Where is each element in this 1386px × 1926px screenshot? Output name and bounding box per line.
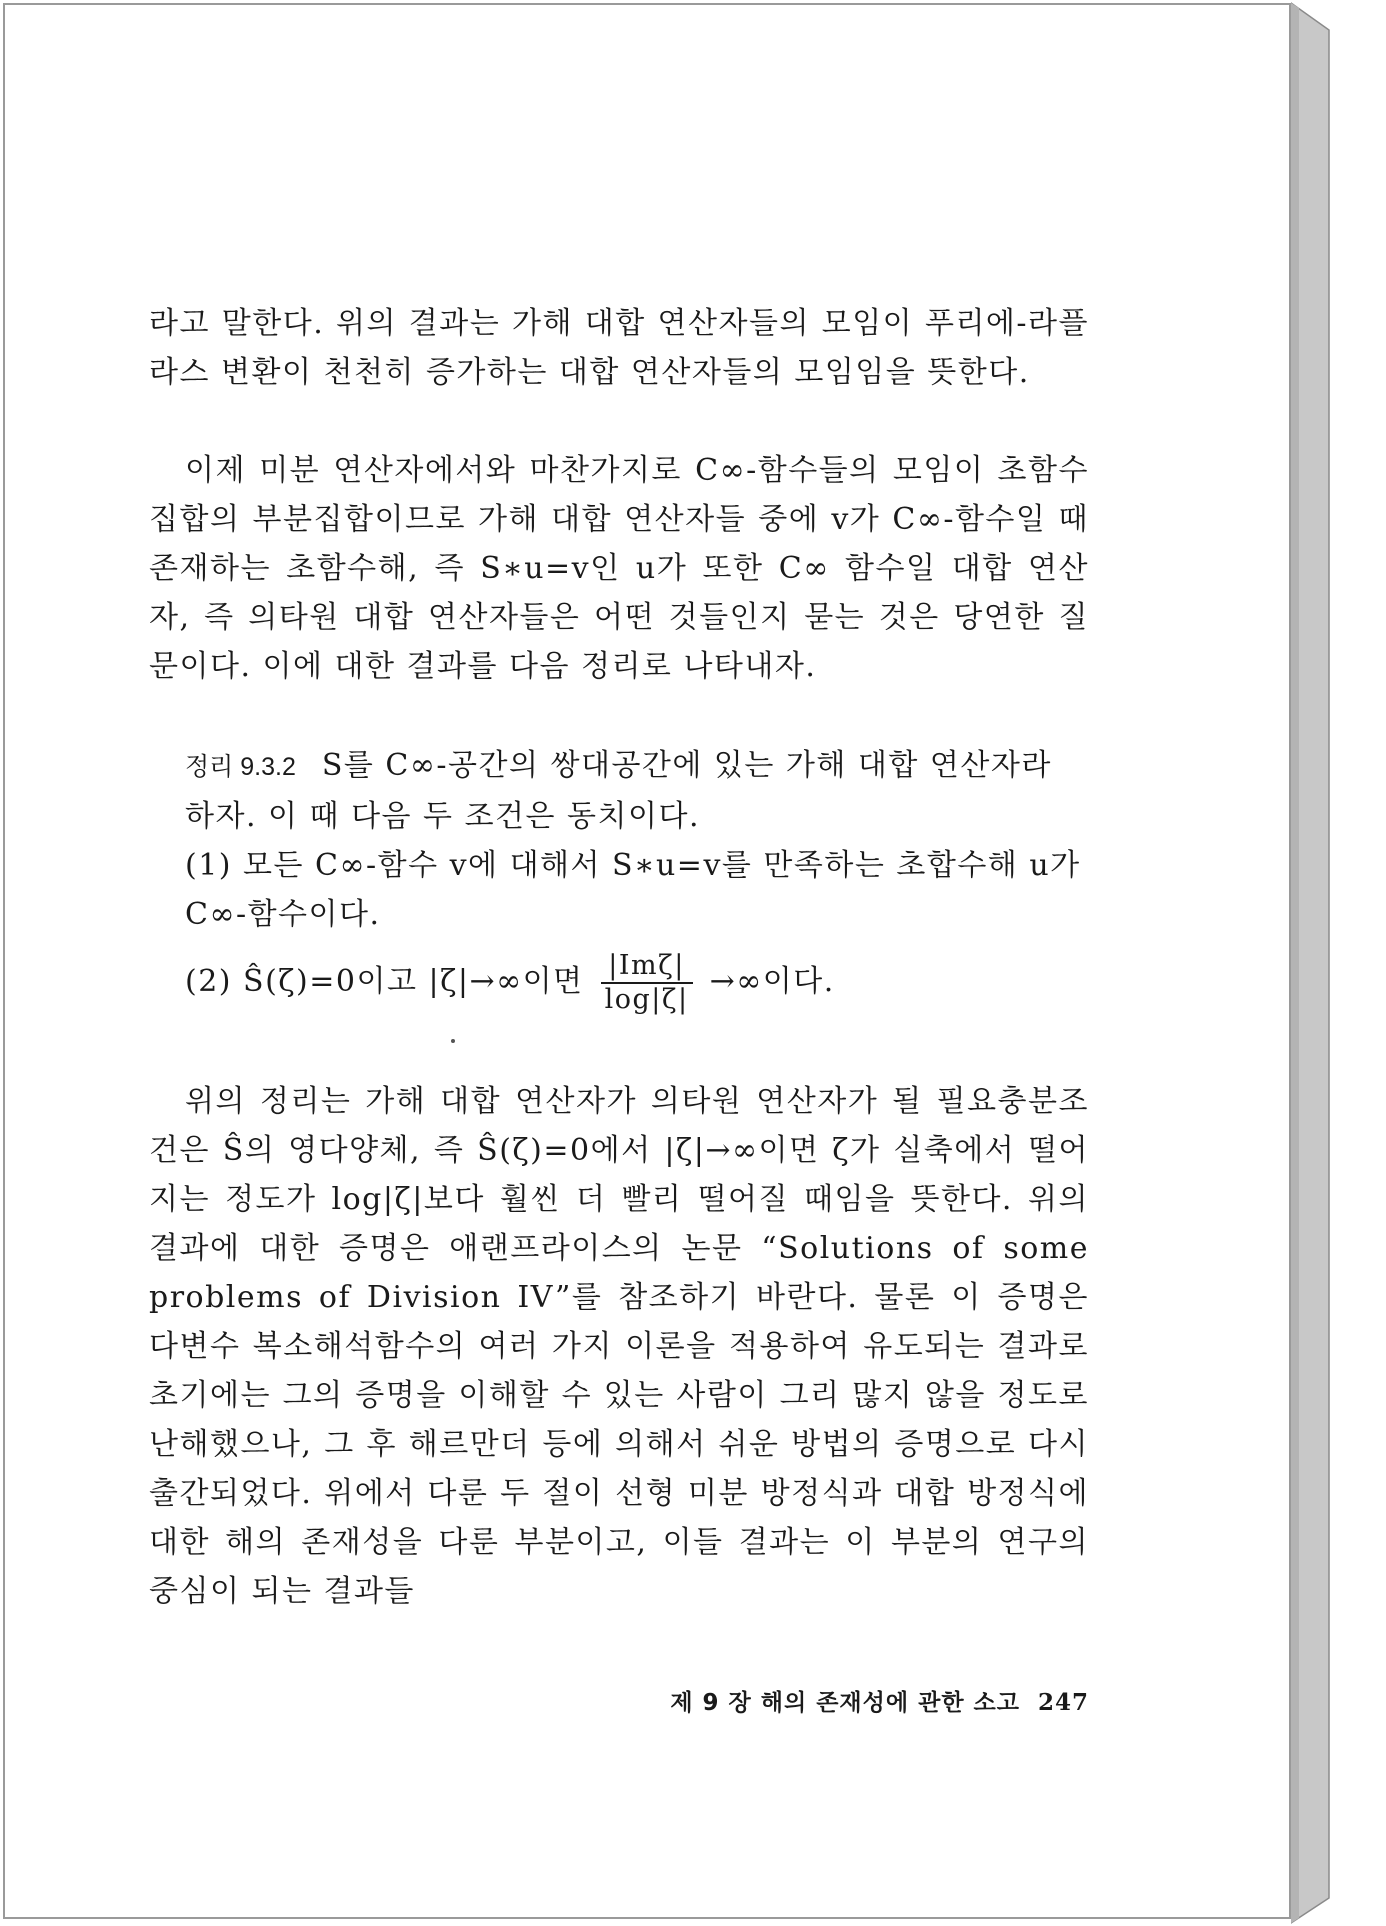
page-number: 247 (1037, 1689, 1089, 1716)
chapter-title: 제 9 장 해의 존재성에 관한 소고 (670, 1690, 1020, 1716)
stray-dot (451, 1039, 455, 1043)
condition-2-tail: →∞이다. (709, 964, 835, 999)
fraction-denominator: log|ζ| (604, 984, 689, 1015)
book-page (3, 3, 1291, 1919)
theorem-statement: S를 C∞-공간의 쌍대공간에 있는 가해 대합 연산자라 하자. 이 때 다음 두 조건은 동치이다. (185, 748, 1052, 834)
fraction (601, 950, 693, 1016)
condition-2-lead: (2) Ŝ(ζ)=0이고 |ζ|→∞이면 (185, 964, 584, 999)
book-spine (1291, 0, 1331, 1926)
theorem-condition-2 (149, 943, 1089, 1021)
running-footer (609, 1684, 1089, 1717)
paragraph-1: 라고 말한다. 위의 결과는 가해 대합 연산자들의 모임이 푸리에-라플라스 변환이 천천히 증가하는 대합 연산자들의 모임임을 뜻한다. (149, 306, 1089, 390)
theorem-label: 정리 9.3.2 (185, 753, 296, 781)
theorem-statement-line (149, 741, 1089, 841)
theorem-block (149, 741, 1089, 1021)
paragraph-3: 위의 정리는 가해 대합 연산자가 의타원 연산자가 될 필요충분조건은 Ŝ의 영다양체, 즉 Ŝ(ζ)=0에서 |ζ|→∞이면 ζ가 실축에서 떨어지는 정도가 log|ζ|보다 훨씬 더 빨리 떨어질 때임을 뜻한다. 위의 결과에 대한 증명은 애랜프라이스의 논문 “Solutions of some problems of Division IV”를 참조하기 바란다. 물론 이 증명은 다변수 복소해석함수의 여러 가지 이론을 적용하여 유도되는 결과로 초기에는 그의 증명을 이해할 수 있는 사람이 그리 많지 않을 정도로 난해했으나, 그 후 해르만더 등에 의해서 쉬운 방법의 증명으로 다시 출간되었다. 위에서 다룬 두 절이 선형 미분 방정식과 대합 방정식에 대한 해의 존재성을 다룬 부분이고, 이들 결과는 이 부분의 연구의 중심이 되는 결과들 (149, 1084, 1089, 1609)
theorem-condition-1: (1) 모든 C∞-함수 v에 대해서 S∗u=v를 만족하는 초합수해 u가 C∞-함수이다. (185, 848, 1081, 932)
paragraph-2: 이제 미분 연산자에서와 마찬가지로 C∞-함수들의 모임이 초함수 집합의 부분집합이므로 가해 대합 연산자들 중에 v가 C∞-함수일 때 존재하는 초함수해, 즉 S∗u=v인 u가 또한 C∞ 함수일 대합 연산자, 즉 의타원 대합 연산자들은 어떤 것들인지 묻는 것은 당연한 질문이다. 이에 대한 결과를 다음 정리로 나타내자. (149, 453, 1089, 684)
fraction-numerator: |Imζ| (601, 950, 693, 984)
